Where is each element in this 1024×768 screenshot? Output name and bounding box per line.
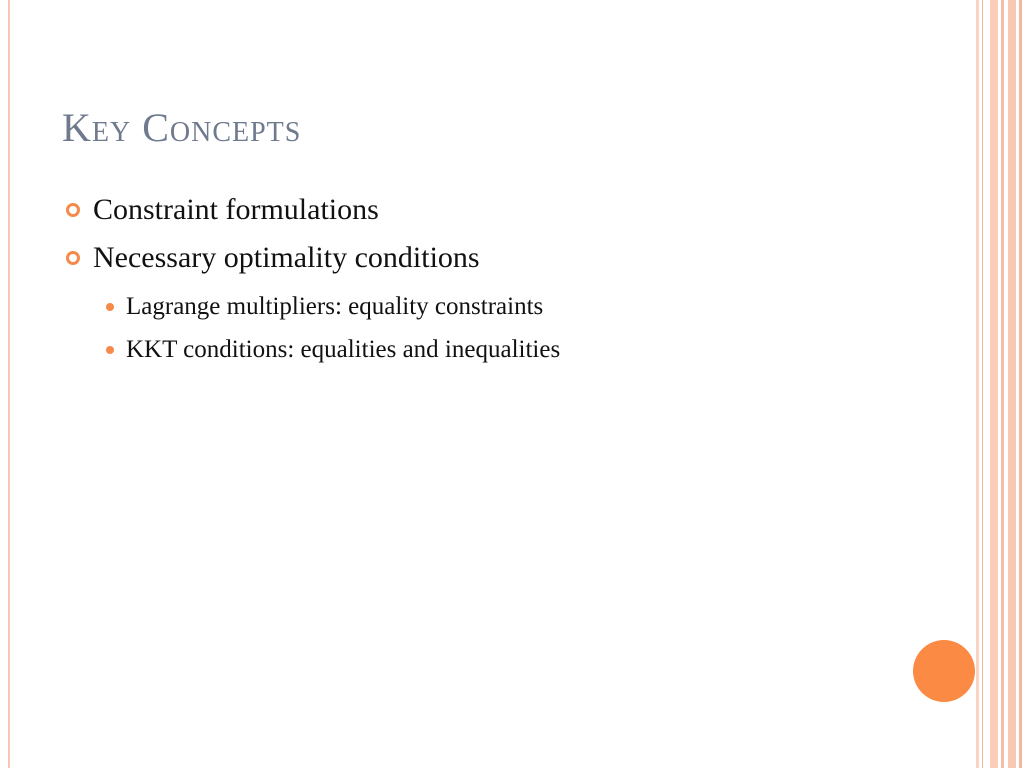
bullet-text: Constraint formulations <box>93 193 379 226</box>
dot-bullet-icon <box>106 346 114 354</box>
left-border-line <box>8 0 10 768</box>
stripe <box>1001 0 1004 768</box>
sub-bullet-item <box>62 328 922 371</box>
orange-circle-icon <box>913 640 975 702</box>
stripe <box>1019 0 1022 768</box>
dot-bullet-icon <box>106 303 114 311</box>
stripe <box>990 0 998 768</box>
ring-bullet-icon <box>66 251 80 265</box>
stripe <box>982 0 983 768</box>
sub-bullet-text: KKT conditions: equalities and inequalities <box>126 335 561 363</box>
right-decorative-stripes <box>976 0 1024 768</box>
ring-bullet-icon <box>66 203 80 217</box>
sub-bullet-text: Lagrange multipliers: equality constraints <box>126 292 544 320</box>
bullet-list <box>62 186 922 371</box>
sub-bullet-list <box>62 285 922 371</box>
bullet-text: Necessary optimality conditions <box>93 241 480 274</box>
stripe <box>976 0 979 768</box>
stripe <box>1008 0 1016 768</box>
sub-bullet-item <box>62 285 922 328</box>
bullet-item <box>62 234 922 282</box>
slide-title: Key Concepts <box>62 105 302 150</box>
bullet-item <box>62 186 922 234</box>
